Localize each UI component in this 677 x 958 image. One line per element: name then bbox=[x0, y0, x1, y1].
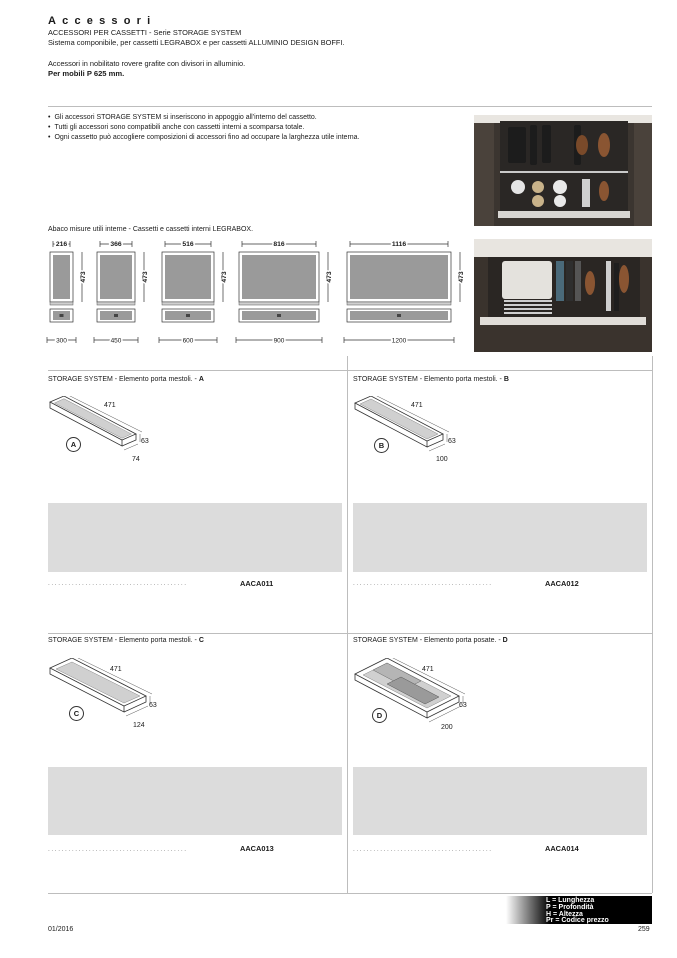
abaco-height-label: 473 bbox=[458, 271, 465, 283]
abaco-inner-width: 816 bbox=[273, 241, 285, 248]
item-b-depth: 100 bbox=[436, 456, 448, 463]
legend-l: L = Lunghezza bbox=[546, 897, 595, 904]
item-a-badge: A bbox=[66, 437, 81, 452]
abaco-drawer-rail bbox=[50, 302, 73, 305]
item-c-price-box bbox=[48, 767, 342, 835]
abaco-handle bbox=[186, 314, 190, 317]
abaco-outer-width: 450 bbox=[110, 337, 122, 345]
abaco-drawer-rail bbox=[97, 302, 135, 305]
bullet-item: • Ogni cassetto può accogliere composizioni di accessori fino ad occupare la larghezza utile interna. bbox=[48, 133, 360, 143]
abaco-diagram bbox=[40, 236, 470, 346]
item-d-dots: ......................................... bbox=[353, 846, 493, 853]
drawer-photo-knives bbox=[474, 239, 652, 352]
abaco-handle bbox=[277, 314, 281, 317]
item-a-height: 63 bbox=[141, 438, 149, 445]
abaco-handle bbox=[60, 314, 64, 317]
grid-divider bbox=[347, 356, 348, 893]
item-d-drawing bbox=[351, 658, 477, 738]
abaco-height-label: 473 bbox=[142, 271, 149, 283]
grid-rule-bottom bbox=[48, 893, 652, 894]
item-a-price-box bbox=[48, 503, 342, 572]
bullet-item: • Gli accessori STORAGE SYSTEM si inseriscono in appoggio all'interno del cassetto. bbox=[48, 113, 360, 123]
item-c-height: 63 bbox=[149, 702, 157, 709]
legend-p: P = Profondità bbox=[546, 904, 594, 911]
abaco-drawer-inner bbox=[165, 255, 211, 299]
item-d-depth: 200 bbox=[441, 724, 453, 731]
grid-rule-top bbox=[48, 370, 652, 371]
drawer-photo-utensils bbox=[474, 115, 652, 226]
item-b-badge: B bbox=[374, 438, 389, 453]
item-d-length: 471 bbox=[422, 666, 434, 673]
abaco-outer-width: 1200 bbox=[391, 337, 407, 345]
abaco-title: Abaco misure utili interne - Cassetti e cassetti interni LEGRABOX. bbox=[48, 226, 254, 233]
abaco-drawer-rail bbox=[347, 302, 451, 305]
item-d-title: STORAGE SYSTEM - Elemento porta posate. - D bbox=[353, 637, 508, 644]
legend-h: H = Altezza bbox=[546, 911, 583, 918]
abaco-height-label: 473 bbox=[80, 271, 87, 283]
legend-pr: Pr = Codice prezzo bbox=[546, 917, 609, 924]
item-d-height: 63 bbox=[459, 702, 467, 709]
grid-rule-middle bbox=[48, 633, 652, 634]
item-b-height: 63 bbox=[448, 438, 456, 445]
footer-date: 01/2016 bbox=[48, 926, 74, 933]
item-c-code: AACA013 bbox=[240, 844, 274, 853]
item-c-depth: 124 bbox=[133, 722, 145, 729]
item-d-code: AACA014 bbox=[545, 844, 579, 853]
abaco-handle bbox=[397, 314, 401, 317]
header-line-1: ACCESSORI PER CASSETTI - Serie STORAGE SYSTEM bbox=[48, 28, 242, 37]
item-d-price-box bbox=[353, 767, 647, 835]
abaco-inner-width: 366 bbox=[110, 241, 122, 248]
abaco-height-label: 473 bbox=[326, 271, 333, 283]
header-line-4: Per mobili P 625 mm. bbox=[48, 69, 125, 78]
item-a-title: STORAGE SYSTEM - Elemento porta mestoli. - A bbox=[48, 376, 204, 383]
bullet-list bbox=[48, 113, 360, 143]
bullet-item: • Tutti gli accessori sono compatibili anche con cassetti interni a scomparsa totale. bbox=[48, 123, 360, 133]
abaco-drawer-inner bbox=[350, 255, 448, 299]
item-b-dots: ......................................... bbox=[353, 580, 493, 587]
item-a-code: AACA011 bbox=[240, 579, 274, 588]
item-d-badge: D bbox=[372, 708, 387, 723]
abaco-handle bbox=[114, 314, 118, 317]
abaco-outer-width: 300 bbox=[56, 337, 67, 345]
page-title: Accessori bbox=[48, 15, 157, 27]
header-rule bbox=[48, 106, 652, 107]
grid-edge bbox=[652, 356, 653, 893]
item-b-code: AACA012 bbox=[545, 579, 579, 588]
abaco-inner-width: 516 bbox=[182, 241, 194, 248]
item-b-length: 471 bbox=[411, 402, 423, 409]
abaco-inner-width: 216 bbox=[55, 241, 68, 248]
legend-box bbox=[506, 896, 652, 924]
abaco-height-label: 473 bbox=[221, 271, 228, 283]
abaco-outer-width: 900 bbox=[273, 337, 285, 345]
abaco-drawer-rail bbox=[239, 302, 319, 305]
item-b-price-box bbox=[353, 503, 647, 572]
item-c-title: STORAGE SYSTEM - Elemento porta mestoli. - C bbox=[48, 637, 204, 644]
header-line-2: Sistema componibile, per cassetti LEGRABOX e per cassetti ALLUMINIO DESIGN BOFFI. bbox=[48, 38, 345, 47]
item-c-dots: ......................................... bbox=[48, 846, 188, 853]
abaco-drawer-inner bbox=[53, 255, 70, 299]
page-number: 259 bbox=[638, 926, 650, 933]
abaco-drawer-inner bbox=[100, 255, 132, 299]
item-a-length: 471 bbox=[104, 402, 116, 409]
item-c-drawing bbox=[46, 658, 166, 730]
item-a-dots: ......................................... bbox=[48, 580, 188, 587]
item-c-length: 471 bbox=[110, 666, 122, 673]
abaco-drawer-inner bbox=[242, 255, 316, 299]
abaco-outer-width: 600 bbox=[182, 337, 194, 345]
item-c-badge: C bbox=[69, 706, 84, 721]
header-line-3: Accessori in nobilitato rovere grafite con divisori in alluminio. bbox=[48, 59, 246, 68]
abaco-drawer-rail bbox=[162, 302, 214, 305]
item-a-depth: 74 bbox=[132, 456, 140, 463]
item-b-title: STORAGE SYSTEM - Elemento porta mestoli. - B bbox=[353, 376, 509, 383]
abaco-inner-width: 1116 bbox=[391, 241, 407, 248]
